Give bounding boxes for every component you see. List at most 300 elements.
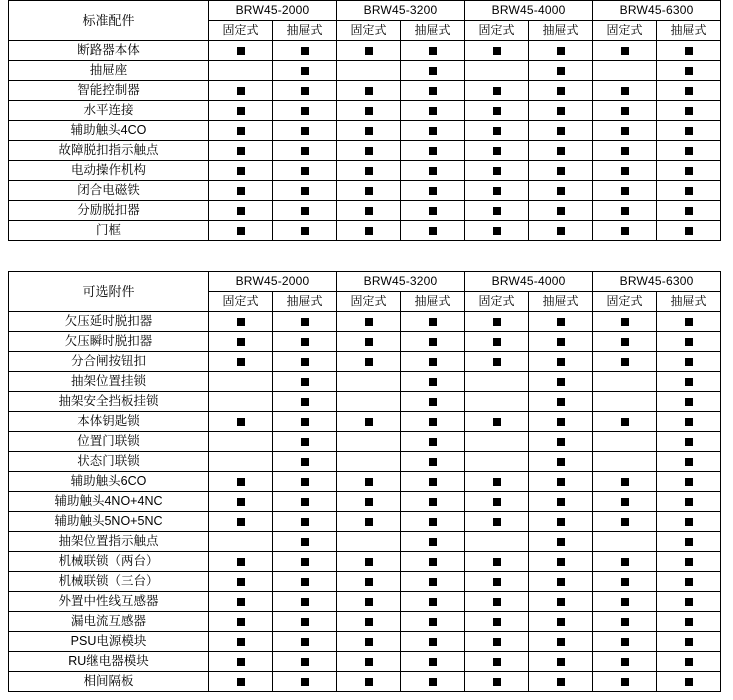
check-square-icon <box>237 358 245 366</box>
table-row <box>9 612 721 632</box>
check-square-icon <box>493 558 501 566</box>
cell-marked <box>273 81 337 101</box>
cell-marked <box>465 161 529 181</box>
row-label: 状态门联锁 <box>9 452 209 472</box>
type-header: 抽屉式 <box>657 21 721 41</box>
cell-marked <box>401 372 465 392</box>
table-corner-label: 可选附件 <box>9 272 209 312</box>
cell-marked <box>209 41 273 61</box>
cell-marked <box>529 161 593 181</box>
check-square-icon <box>237 498 245 506</box>
cell-marked <box>209 612 273 632</box>
cell-marked <box>529 312 593 332</box>
table-row <box>9 161 721 181</box>
cell-marked <box>273 412 337 432</box>
cell-marked <box>209 332 273 352</box>
cell-marked <box>529 612 593 632</box>
type-header: 固定式 <box>337 292 401 312</box>
table-row <box>9 312 721 332</box>
check-square-icon <box>493 207 501 215</box>
cell-empty <box>209 372 273 392</box>
check-square-icon <box>365 638 373 646</box>
check-square-icon <box>301 107 309 115</box>
cell-marked <box>337 612 401 632</box>
check-square-icon <box>685 147 693 155</box>
check-square-icon <box>301 67 309 75</box>
cell-marked <box>657 332 721 352</box>
check-square-icon <box>557 338 565 346</box>
check-square-icon <box>301 87 309 95</box>
check-square-icon <box>621 578 629 586</box>
cell-marked <box>273 592 337 612</box>
row-label: 抽屉座 <box>9 61 209 81</box>
check-square-icon <box>621 498 629 506</box>
table-row <box>9 672 721 692</box>
cell-marked <box>401 101 465 121</box>
cell-marked <box>337 161 401 181</box>
check-square-icon <box>557 438 565 446</box>
check-square-icon <box>237 598 245 606</box>
check-square-icon <box>685 318 693 326</box>
check-square-icon <box>493 47 501 55</box>
check-square-icon <box>237 207 245 215</box>
check-square-icon <box>429 678 437 686</box>
cell-marked <box>209 221 273 241</box>
cell-marked <box>209 512 273 532</box>
row-label: 机械联锁（三台） <box>9 572 209 592</box>
cell-marked <box>209 81 273 101</box>
cell-marked <box>593 612 657 632</box>
cell-empty <box>593 372 657 392</box>
cell-marked <box>401 432 465 452</box>
cell-marked <box>401 412 465 432</box>
cell-marked <box>529 472 593 492</box>
model-header: BRW45-3200 <box>337 272 465 292</box>
cell-marked <box>465 41 529 61</box>
cell-marked <box>529 672 593 692</box>
type-header: 固定式 <box>337 21 401 41</box>
check-square-icon <box>429 518 437 526</box>
table-row <box>9 512 721 532</box>
cell-marked <box>337 412 401 432</box>
check-square-icon <box>493 187 501 195</box>
check-square-icon <box>301 338 309 346</box>
cell-marked <box>657 101 721 121</box>
header-row-models <box>9 272 721 292</box>
cell-empty <box>593 532 657 552</box>
cell-marked <box>593 181 657 201</box>
table-body <box>9 41 721 241</box>
cell-marked <box>337 592 401 612</box>
cell-marked <box>529 512 593 532</box>
check-square-icon <box>301 458 309 466</box>
check-square-icon <box>429 47 437 55</box>
cell-marked <box>593 41 657 61</box>
cell-marked <box>657 472 721 492</box>
check-square-icon <box>429 227 437 235</box>
check-square-icon <box>621 558 629 566</box>
check-square-icon <box>301 518 309 526</box>
check-square-icon <box>621 47 629 55</box>
cell-empty <box>337 392 401 412</box>
check-square-icon <box>365 187 373 195</box>
row-label: 抽架安全挡板挂锁 <box>9 392 209 412</box>
check-square-icon <box>557 658 565 666</box>
cell-marked <box>657 412 721 432</box>
cell-marked <box>465 201 529 221</box>
check-square-icon <box>237 618 245 626</box>
row-label: 机械联锁（两台） <box>9 552 209 572</box>
cell-marked <box>657 532 721 552</box>
cell-marked <box>209 201 273 221</box>
type-header: 抽屉式 <box>273 292 337 312</box>
check-square-icon <box>493 498 501 506</box>
table-row <box>9 572 721 592</box>
cell-marked <box>657 452 721 472</box>
cell-marked <box>401 452 465 472</box>
cell-marked <box>401 592 465 612</box>
cell-marked <box>337 652 401 672</box>
cell-marked <box>337 492 401 512</box>
check-square-icon <box>621 107 629 115</box>
check-square-icon <box>621 207 629 215</box>
check-square-icon <box>621 187 629 195</box>
check-square-icon <box>365 478 373 486</box>
check-square-icon <box>493 127 501 135</box>
cell-marked <box>401 652 465 672</box>
check-square-icon <box>685 618 693 626</box>
check-square-icon <box>621 658 629 666</box>
check-square-icon <box>621 418 629 426</box>
check-square-icon <box>301 207 309 215</box>
cell-marked <box>465 352 529 372</box>
check-square-icon <box>685 638 693 646</box>
cell-marked <box>209 552 273 572</box>
check-square-icon <box>557 187 565 195</box>
cell-marked <box>657 612 721 632</box>
cell-marked <box>401 161 465 181</box>
row-label: 辅助触头6CO <box>9 472 209 492</box>
check-square-icon <box>429 598 437 606</box>
type-header: 抽屉式 <box>401 292 465 312</box>
check-square-icon <box>685 518 693 526</box>
header-row-models <box>9 1 721 21</box>
check-square-icon <box>365 167 373 175</box>
type-header: 固定式 <box>465 21 529 41</box>
cell-marked <box>465 492 529 512</box>
cell-marked <box>401 672 465 692</box>
check-square-icon <box>557 418 565 426</box>
check-square-icon <box>365 207 373 215</box>
check-square-icon <box>685 187 693 195</box>
check-square-icon <box>685 458 693 466</box>
check-square-icon <box>493 418 501 426</box>
cell-marked <box>529 181 593 201</box>
row-label: 相间隔板 <box>9 672 209 692</box>
cell-marked <box>529 412 593 432</box>
check-square-icon <box>493 598 501 606</box>
cell-marked <box>465 141 529 161</box>
check-square-icon <box>557 378 565 386</box>
table-row <box>9 412 721 432</box>
check-square-icon <box>493 618 501 626</box>
type-header: 抽屉式 <box>401 21 465 41</box>
cell-marked <box>401 492 465 512</box>
cell-marked <box>657 221 721 241</box>
check-square-icon <box>237 47 245 55</box>
check-square-icon <box>301 678 309 686</box>
check-square-icon <box>557 147 565 155</box>
check-square-icon <box>557 638 565 646</box>
cell-marked <box>593 492 657 512</box>
check-square-icon <box>429 127 437 135</box>
cell-marked <box>529 452 593 472</box>
model-header: BRW45-3200 <box>337 1 465 21</box>
cell-marked <box>401 352 465 372</box>
cell-marked <box>273 532 337 552</box>
check-square-icon <box>365 678 373 686</box>
table-row <box>9 452 721 472</box>
check-square-icon <box>621 127 629 135</box>
check-square-icon <box>237 227 245 235</box>
cell-marked <box>657 372 721 392</box>
table-row <box>9 532 721 552</box>
cell-marked <box>465 512 529 532</box>
check-square-icon <box>429 147 437 155</box>
cell-marked <box>465 101 529 121</box>
check-square-icon <box>429 338 437 346</box>
check-square-icon <box>685 107 693 115</box>
cell-marked <box>593 552 657 572</box>
cell-marked <box>657 432 721 452</box>
check-square-icon <box>493 518 501 526</box>
cell-marked <box>273 141 337 161</box>
check-square-icon <box>429 207 437 215</box>
check-square-icon <box>365 358 373 366</box>
check-square-icon <box>621 518 629 526</box>
cell-marked <box>529 221 593 241</box>
check-square-icon <box>493 167 501 175</box>
cell-marked <box>465 552 529 572</box>
cell-marked <box>401 392 465 412</box>
table-row <box>9 592 721 612</box>
model-header: BRW45-4000 <box>465 1 593 21</box>
cell-marked <box>337 41 401 61</box>
cell-marked <box>273 41 337 61</box>
check-square-icon <box>301 418 309 426</box>
cell-marked <box>401 181 465 201</box>
row-label: 电动操作机构 <box>9 161 209 181</box>
table-row <box>9 41 721 61</box>
check-square-icon <box>237 127 245 135</box>
cell-marked <box>401 472 465 492</box>
cell-empty <box>337 61 401 81</box>
cell-empty <box>209 432 273 452</box>
table-row <box>9 121 721 141</box>
check-square-icon <box>365 87 373 95</box>
check-square-icon <box>493 358 501 366</box>
check-square-icon <box>237 678 245 686</box>
check-square-icon <box>429 578 437 586</box>
check-square-icon <box>237 578 245 586</box>
row-label: 闭合电磁铁 <box>9 181 209 201</box>
check-square-icon <box>557 458 565 466</box>
check-square-icon <box>429 558 437 566</box>
table-optional-accessories <box>8 271 721 692</box>
check-square-icon <box>557 127 565 135</box>
check-square-icon <box>365 318 373 326</box>
cell-marked <box>273 332 337 352</box>
check-square-icon <box>301 558 309 566</box>
model-header: BRW45-4000 <box>465 272 593 292</box>
cell-marked <box>593 472 657 492</box>
model-header: BRW45-6300 <box>593 272 721 292</box>
cell-marked <box>209 161 273 181</box>
cell-marked <box>209 652 273 672</box>
cell-marked <box>529 101 593 121</box>
cell-marked <box>273 552 337 572</box>
table-row <box>9 352 721 372</box>
cell-marked <box>209 412 273 432</box>
cell-marked <box>529 532 593 552</box>
check-square-icon <box>365 227 373 235</box>
table-body <box>9 312 721 692</box>
cell-marked <box>657 201 721 221</box>
check-square-icon <box>557 518 565 526</box>
check-square-icon <box>429 458 437 466</box>
table-row <box>9 61 721 81</box>
cell-marked <box>657 632 721 652</box>
cell-marked <box>337 672 401 692</box>
check-square-icon <box>301 538 309 546</box>
check-square-icon <box>685 538 693 546</box>
check-square-icon <box>685 47 693 55</box>
cell-marked <box>529 81 593 101</box>
cell-empty <box>465 432 529 452</box>
check-square-icon <box>557 167 565 175</box>
check-square-icon <box>557 67 565 75</box>
cell-marked <box>593 572 657 592</box>
check-square-icon <box>557 618 565 626</box>
cell-marked <box>337 572 401 592</box>
check-square-icon <box>685 398 693 406</box>
check-square-icon <box>429 538 437 546</box>
check-square-icon <box>301 598 309 606</box>
check-square-icon <box>301 438 309 446</box>
check-square-icon <box>237 107 245 115</box>
cell-marked <box>593 332 657 352</box>
cell-marked <box>209 632 273 652</box>
table-row <box>9 492 721 512</box>
cell-empty <box>209 61 273 81</box>
check-square-icon <box>429 638 437 646</box>
cell-marked <box>273 392 337 412</box>
check-square-icon <box>493 107 501 115</box>
check-square-icon <box>685 227 693 235</box>
cell-marked <box>529 372 593 392</box>
cell-marked <box>273 672 337 692</box>
cell-marked <box>593 412 657 432</box>
check-square-icon <box>685 578 693 586</box>
cell-marked <box>657 352 721 372</box>
row-label: 辅助触头4NO+4NC <box>9 492 209 512</box>
check-square-icon <box>493 338 501 346</box>
check-square-icon <box>557 227 565 235</box>
cell-marked <box>209 472 273 492</box>
check-square-icon <box>685 87 693 95</box>
check-square-icon <box>429 398 437 406</box>
cell-marked <box>657 61 721 81</box>
check-square-icon <box>557 47 565 55</box>
cell-marked <box>529 332 593 352</box>
check-square-icon <box>365 658 373 666</box>
table-standard-accessories <box>8 0 721 241</box>
check-square-icon <box>557 87 565 95</box>
type-header: 固定式 <box>593 21 657 41</box>
cell-marked <box>465 572 529 592</box>
check-square-icon <box>685 378 693 386</box>
cell-marked <box>401 512 465 532</box>
cell-marked <box>657 161 721 181</box>
cell-marked <box>401 612 465 632</box>
cell-marked <box>529 552 593 572</box>
check-square-icon <box>557 598 565 606</box>
cell-empty <box>465 392 529 412</box>
check-square-icon <box>493 147 501 155</box>
check-square-icon <box>301 498 309 506</box>
cell-marked <box>529 121 593 141</box>
check-square-icon <box>301 378 309 386</box>
row-label: 欠压瞬时脱扣器 <box>9 332 209 352</box>
cell-marked <box>593 652 657 672</box>
check-square-icon <box>301 578 309 586</box>
cell-marked <box>657 512 721 532</box>
cell-marked <box>273 372 337 392</box>
cell-empty <box>337 532 401 552</box>
cell-empty <box>337 432 401 452</box>
check-square-icon <box>429 658 437 666</box>
row-label: 抽架位置挂锁 <box>9 372 209 392</box>
cell-marked <box>273 452 337 472</box>
cell-marked <box>209 101 273 121</box>
check-square-icon <box>301 318 309 326</box>
check-square-icon <box>429 187 437 195</box>
type-header: 固定式 <box>209 292 273 312</box>
table-row <box>9 392 721 412</box>
cell-marked <box>337 332 401 352</box>
model-header: BRW45-6300 <box>593 1 721 21</box>
check-square-icon <box>365 598 373 606</box>
check-square-icon <box>621 338 629 346</box>
row-label: PSU电源模块 <box>9 632 209 652</box>
cell-marked <box>401 312 465 332</box>
cell-marked <box>529 652 593 672</box>
cell-marked <box>273 352 337 372</box>
row-label: 外置中性线互感器 <box>9 592 209 612</box>
cell-marked <box>657 672 721 692</box>
row-label: 门框 <box>9 221 209 241</box>
cell-marked <box>529 201 593 221</box>
check-square-icon <box>237 418 245 426</box>
row-label: 抽架位置指示触点 <box>9 532 209 552</box>
cell-marked <box>529 41 593 61</box>
cell-marked <box>465 472 529 492</box>
table-row <box>9 372 721 392</box>
check-square-icon <box>685 478 693 486</box>
cell-marked <box>209 572 273 592</box>
check-square-icon <box>557 318 565 326</box>
check-square-icon <box>685 598 693 606</box>
